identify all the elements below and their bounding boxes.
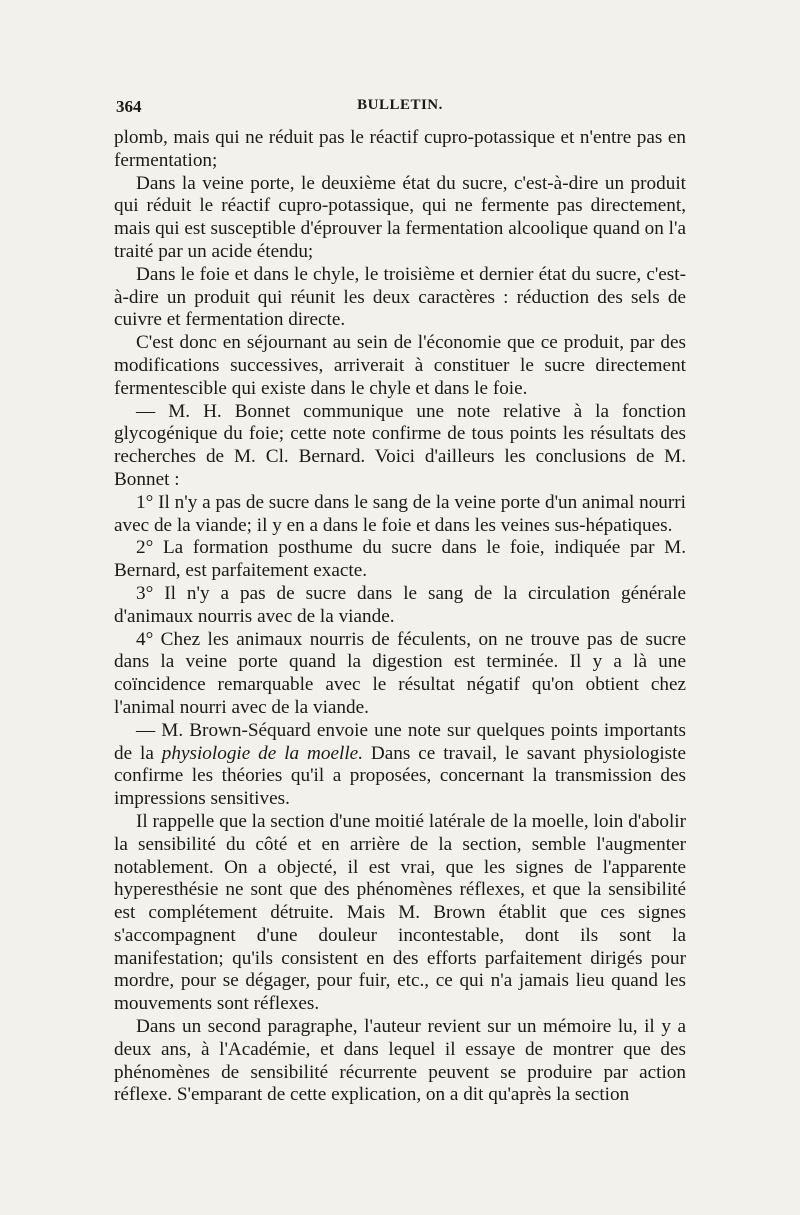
paragraph-continuation: plomb, mais qui ne réduit pas le réactif cupro-potassique et n'entre pas en fermentation; [114, 127, 686, 171]
running-head: BULLETIN. [357, 97, 443, 113]
paragraph-brown-sequard [114, 720, 686, 811]
page-number: 364 [116, 97, 142, 116]
paragraph-economie: C'est donc en séjournant au sein de l'économie que ce produit, par des modifications successives, arriverait à constituer le sucre directement fermentescible qui existe dans le chyle et dans le foie. [114, 332, 686, 399]
page-header [114, 97, 686, 127]
conclusion-4: 4° Chez les animaux nourris de féculents, on ne trouve pas de sucre dans la veine porte quand la digestion est terminée. Il y a là une coïncidence remarquable avec le résultat négatif qu'on obtient chez l'animal nourri avec de la viande. [114, 628, 686, 718]
brown-sequard-rest: Dans ce travail, le savant physiologiste confirme les théories qu'il a proposées, concernant la transmission des impressions sensitives. [114, 742, 686, 810]
brown-sequard-lead: — M. Brown-Séquard envoie une note sur quelques points importants de la [114, 719, 686, 764]
conclusion-2: 2° La formation posthume du sucre dans le foie, indiquée par M. Bernard, est parfaitement exacte. [114, 537, 686, 582]
body-text [114, 127, 686, 1107]
paragraph-second: Dans un second paragraphe, l'auteur revient sur un mémoire lu, il y a deux ans, à l'Académie, et dans lequel il essaye de montrer que des phénomènes de sensibilité récurrente peuvent se produire par action réflexe. S'emparant de cette explication, on a dit qu'après la section [114, 1016, 686, 1106]
italic-title: physiologie de la moelle. [161, 742, 363, 764]
conclusion-3: 3° Il n'y a pas de sucre dans le sang de la circulation générale d'animaux nourris avec de la viande. [114, 582, 686, 627]
paragraph-section-moelle: Il rappelle que la section d'une moitié latérale de la moelle, loin d'abolir la sensibilité du côté et en arrière de la section, semble l'augmenter notablement. On a objecté, il est vrai, que les signes de l'apparente hyperesthésie ne sont que des phénomènes réflexes, et que la sensibilité est complétement détruite. Mais M. Brown établit que ces signes s'accompagnent d'une douleur incontestable, dont ils sont la manifestation; qu'ils consistent en des efforts parfaitement dirigés pour mordre, pour se dégager, pour fuir, etc., ce qui n'a jamais lieu quand les mouvements sont réflexes. [114, 810, 686, 1015]
paragraph-foie-chyle: Dans le foie et dans le chyle, le troisième et dernier état du sucre, c'est-à-dire un produit qui réunit les deux caractères : réduction des sels de cuivre et fermentation directe. [114, 263, 686, 331]
paragraph-bonnet: — M. H. Bonnet communique une note relative à la fonction glycogénique du foie; cette note confirme de tous points les résultats des recherches de M. Cl. Bernard. Voici d'ailleurs les conclusions de M. Bonnet : [114, 400, 686, 490]
paragraph-veine-porte: Dans la veine porte, le deuxième état du sucre, c'est-à-dire un produit qui réduit le réactif cupro-potassique, qui ne fermente pas directement, mais qui est susceptible d'éprouver la fermentation alcoolique quand on l'a traité par un acide étendu; [114, 172, 686, 262]
conclusion-1: 1° Il n'y a pas de sucre dans le sang de la veine porte d'un animal nourri avec de la viande; il y en a dans le foie et dans les veines sus-hépatiques. [114, 491, 686, 536]
